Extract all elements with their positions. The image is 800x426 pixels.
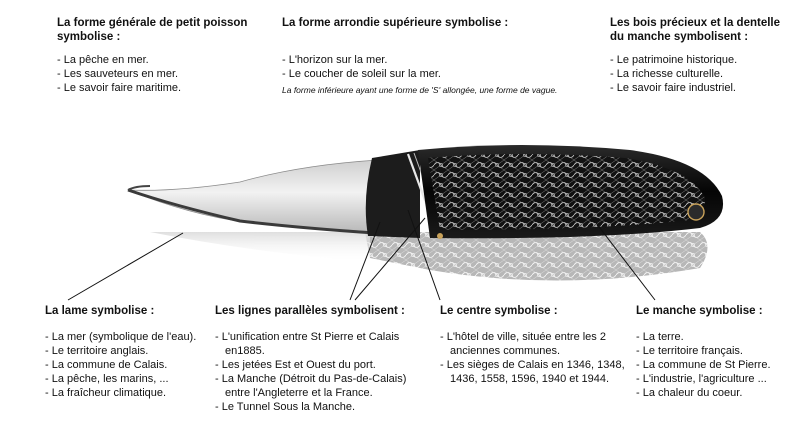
leader-lines bbox=[68, 210, 655, 300]
knife-blade bbox=[128, 160, 378, 233]
woods-lace-block bbox=[610, 16, 790, 95]
knife-handle bbox=[418, 145, 723, 239]
list-item: - Le coucher de soleil sur la mer. bbox=[282, 68, 441, 80]
handle-block bbox=[636, 304, 796, 400]
list-item: - Les sauveteurs en mer. bbox=[57, 68, 179, 80]
upper-shape-title: La forme arrondie supérieure symbolise : bbox=[282, 17, 509, 29]
list-item: - L'unification entre St Pierre et Calais bbox=[215, 331, 400, 343]
list-item: - La richesse culturelle. bbox=[610, 68, 724, 80]
upper-shape-block bbox=[282, 16, 552, 81]
blade-block bbox=[45, 304, 215, 400]
list-item: - Le territoire anglais. bbox=[45, 345, 149, 357]
list-item: - Le territoire français. bbox=[636, 345, 743, 357]
woods-lace-list bbox=[610, 53, 790, 95]
list-item: - Le patrimoine historique. bbox=[610, 54, 738, 66]
list-item: - L'hôtel de ville, située entre les 2 bbox=[440, 331, 606, 343]
list-item: 1436, 1558, 1596, 1940 et 1944. bbox=[450, 373, 610, 385]
list-item: - La Manche (Détroit du Pas-de-Calais) bbox=[215, 373, 407, 385]
center-title: Le centre symbolise : bbox=[440, 305, 558, 317]
list-item: - L'horizon sur la mer. bbox=[282, 54, 388, 66]
blade-title: La lame symbolise : bbox=[45, 305, 155, 317]
fish-shape-block bbox=[57, 16, 277, 95]
parallel-lines-block bbox=[215, 304, 430, 414]
list-item: - La terre. bbox=[636, 331, 684, 343]
list-item: - L'industrie, l'agriculture ... bbox=[636, 373, 767, 385]
parallel-lines-list bbox=[215, 330, 430, 414]
list-item: - La pêche en mer. bbox=[57, 54, 149, 66]
handle-medallion-icon bbox=[688, 204, 704, 220]
lower-shape-note: La forme inférieure ayant une forme de 'S' allongée, une forme de vague. bbox=[282, 85, 558, 95]
list-item: - La fraîcheur climatique. bbox=[45, 387, 167, 399]
list-item: - La mer (symbolique de l'eau). bbox=[45, 331, 197, 343]
list-item: - Le savoir faire industriel. bbox=[610, 82, 736, 94]
center-list bbox=[440, 330, 630, 386]
list-item: - La commune de Calais. bbox=[45, 359, 168, 371]
knife-bolster bbox=[366, 150, 444, 238]
list-item: - La pêche, les marins, ... bbox=[45, 373, 169, 385]
list-item: - Le savoir faire maritime. bbox=[57, 82, 182, 94]
fish-shape-title: La forme générale de petit poisson symbolise : bbox=[57, 17, 248, 43]
handle-title: Le manche symbolise : bbox=[636, 305, 763, 317]
list-item: - Les jetées Est et Ouest du port. bbox=[215, 359, 376, 371]
list-item: - La chaleur du coeur. bbox=[636, 387, 743, 399]
parallel-lines-title: Les lignes parallèles symbolisent : bbox=[215, 305, 405, 317]
list-item: - La commune de St Pierre. bbox=[636, 359, 771, 371]
list-item: anciennes communes. bbox=[450, 345, 561, 357]
center-block bbox=[440, 304, 630, 386]
woods-lace-title: Les bois précieux et la dentelle du manche symbolisent : bbox=[610, 17, 781, 43]
blade-list bbox=[45, 330, 215, 400]
list-item: - Le Tunnel Sous la Manche. bbox=[215, 401, 356, 413]
list-item: - Les sièges de Calais en 1346, 1348, bbox=[440, 359, 625, 371]
upper-shape-list bbox=[282, 53, 552, 81]
list-item: en1885. bbox=[225, 345, 265, 357]
fish-shape-list bbox=[57, 53, 277, 95]
list-item: entre l'Angleterre et la France. bbox=[225, 387, 373, 399]
knife-reflection bbox=[150, 232, 708, 281]
handle-list bbox=[636, 330, 796, 400]
